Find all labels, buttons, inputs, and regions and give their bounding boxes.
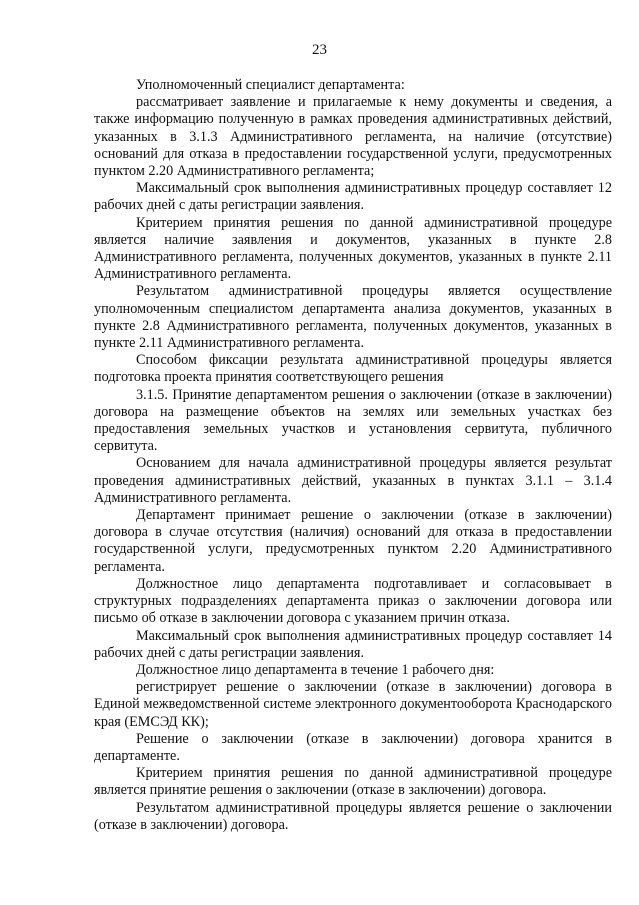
paragraph: Должностное лицо департамента подготавливает и согласовывает в структурных подразделениях департамента приказ о заключении договора или письмо об отказе в заключении договора с указанием причин отказа. <box>94 575 612 627</box>
paragraph: Результатом административной процедуры является осуществление уполномоченным специалистом департамента анализа документов, указанных в пункте 2.8 Административного регламента, полученных документов, указанных в пункте 2.11 Административного регламента. <box>94 283 612 352</box>
paragraph: Максимальный срок выполнения административных процедур составляет 14 рабочих дней с даты регистрации заявления. <box>94 627 612 661</box>
paragraph: Департамент принимает решение о заключении (отказе в заключении) договора в случае отсутствия (наличия) оснований для отказа в предоставлении государственной услуги, предусмотренных пунктом 2.20 Административного регламента. <box>94 507 612 575</box>
document-body <box>94 77 612 834</box>
paragraph: рассматривает заявление и прилагаемые к нему документы и сведения, а также информацию полученную в рамках проведения административных действий, указанных в 3.1.3 Административного регламента, на наличие (отсутствие) оснований для отказа в предоставлении государственной услуги, предусмотренных пунктом 2.20 Административного регламента; <box>94 94 612 180</box>
page-number: 23 <box>312 42 327 58</box>
paragraph: Способом фиксации результата административной процедуры является подготовка проекта принятия соответствующего решения <box>94 352 612 386</box>
paragraph: Максимальный срок выполнения административных процедур составляет 12 рабочих дней с даты регистрации заявления. <box>94 180 612 214</box>
paragraph: Должностное лицо департамента в течение 1 рабочего дня: <box>136 661 495 678</box>
paragraph: Критерием принятия решения по данной административной процедуре является наличие заявления и документов, указанных в пункте 2.8 Административного регламента, полученных документов, указанных в пункте 2.11 Административного регламента. <box>94 214 612 283</box>
paragraph: Решение о заключении (отказе в заключении) договора хранится в департаменте. <box>94 730 612 764</box>
paragraph: регистрирует решение о заключении (отказе в заключении) договора в Единой межведомственной системе электронного документооборота Краснодарского края (ЕМСЭД КК); <box>94 679 612 730</box>
section-heading-3-1-5: 3.1.5. Принятие департаментом решения о заключении (отказе в заключении) договора на размещение объектов на землях или земельных участках без предоставления земельных участков и установления сервитута, публичного сервитута. <box>94 386 612 455</box>
paragraph: Уполномоченный специалист департамента: <box>136 77 405 93</box>
paragraph: Результатом административной процедуры является решение о заключении (отказе в заключении) договора. <box>94 799 612 833</box>
paragraph: Основанием для начала административной процедуры является результат проведения административных действий, указанных в пунктах 3.1.1 – 3.1.4 Административного регламента. <box>94 455 612 506</box>
paragraph: Критерием принятия решения по данной административной процедуре является принятие решения о заключении (отказе в заключении) договора. <box>94 765 612 799</box>
